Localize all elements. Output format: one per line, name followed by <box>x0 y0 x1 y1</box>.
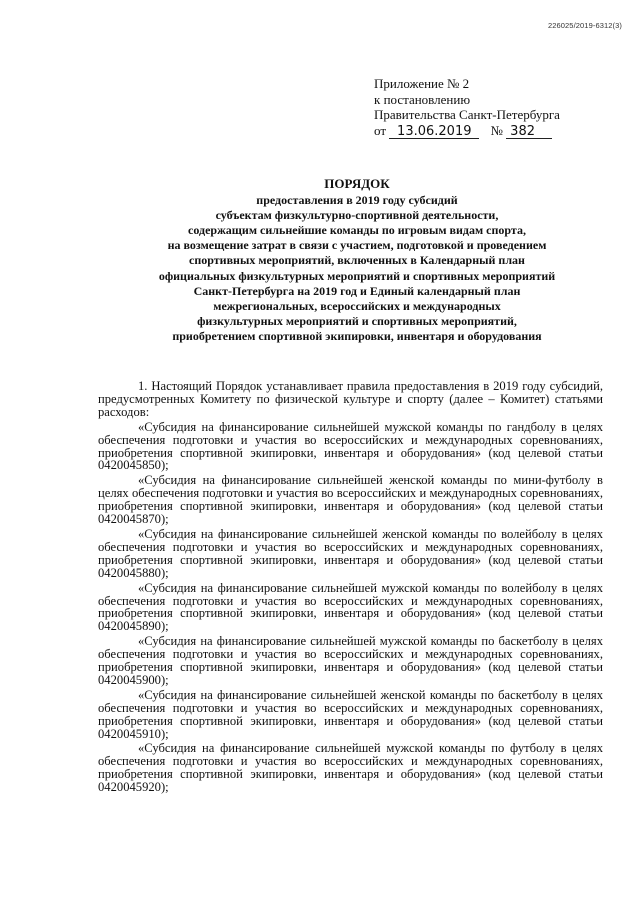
title-line: приобретением спортивной экипировки, инвентаря и оборудования <box>172 328 542 343</box>
number-prefix: № <box>490 122 503 138</box>
title-line: межрегиональных, всероссийских и международных <box>213 298 501 313</box>
subsidy-item: «Субсидия на финансирование сильнейшей женской команды по мини-футболу в целях обеспечения подготовки и участия во всероссийских и международных соревнованиях, приобретения спортивной экипировки, инвентаря и оборудования» (код целевой статьи 0420045870); <box>98 473 603 527</box>
date-prefix: от <box>374 122 387 138</box>
subsidy-item: «Субсидия на финансирование сильнейшей мужской команды по баскетболу в целях обеспечения подготовки и участия во всероссийских и международных соревнованиях, приобретения спортивной экипировки, инвентаря и оборудования» (код целевой статьи 0420045900); <box>98 634 603 687</box>
appendix-line-3: Правительства Санкт-Петербурга <box>374 107 560 122</box>
document-title <box>112 176 602 344</box>
appendix-line-1: Приложение № 2 <box>374 76 470 91</box>
title-line: официальных физкультурных мероприятий и спортивных мероприятий <box>158 268 556 283</box>
title-line: на возмещение затрат в связи с участием, подготовкой и проведением <box>167 238 547 253</box>
title-line: предоставления в 2019 году субсидий <box>256 193 458 208</box>
decree-date: 13.06.2019 <box>389 125 479 139</box>
subsidy-item: «Субсидия на финансирование сильнейшей мужской команды по гандболу в целях обеспечения подготовки и участия во всероссийских и международных соревнованиях, приобретения спортивной экипировки, инвентаря и оборудования» (код целевой статьи 0420045850); <box>98 419 603 473</box>
title-main: ПОРЯДОК <box>324 176 390 191</box>
title-line: спортивных мероприятий, включенных в Календарный план <box>189 253 525 268</box>
title-line: физкультурных мероприятий и спортивных мероприятий, <box>197 313 517 328</box>
appendix-line-2: к постановлению <box>374 91 471 107</box>
document-body <box>98 380 603 794</box>
document-id: 226025/2019-6312(3) <box>547 21 622 30</box>
title-line: Санкт-Петербурга на 2019 год и Единый календарный план <box>193 283 521 298</box>
subsidy-item: «Субсидия на финансирование сильнейшей женской команды по волейболу в целях обеспечения подготовки и участия во всероссийских и международных соревнованиях, приобретения спортивной экипировки, инвентаря и оборудования» (код целевой статьи 0420045880); <box>98 526 603 580</box>
appendix-date-line <box>374 123 560 139</box>
subsidy-item: «Субсидия на финансирование сильнейшей мужской команды по волейболу в целях обеспечения подготовки и участия во всероссийских и международных соревнованиях, приобретения спортивной экипировки, инвентаря и оборудования» (код целевой статьи 0420045890); <box>98 580 603 634</box>
subsidy-item: «Субсидия на финансирование сильнейшей мужской команды по футболу в целях обеспечения подготовки и участия во всероссийских и международных соревнованиях, приобретения спортивной экипировки, инвентаря и оборудования» (код целевой статьи 0420045920); <box>98 741 603 795</box>
appendix-block <box>374 76 560 139</box>
decree-number: 382 <box>506 125 552 139</box>
title-line: субъектам физкультурно-спортивной деятельности, <box>215 208 499 223</box>
subsidy-item: «Субсидия на финансирование сильнейшей женской команды по баскетболу в целях обеспечения подготовки и участия во всероссийских и международных соревнованиях, приобретения спортивной экипировки, инвентаря и оборудования» (код целевой статьи 0420045910); <box>98 687 603 741</box>
title-line: содержащим сильнейшие команды по игровым видам спорта, <box>188 223 526 238</box>
intro-paragraph: 1. Настоящий Порядок устанавливает правила предоставления в 2019 году субсидий, предусмотренных Комитету по физической культуре и спорту (далее – Комитет) статьями расходов: <box>98 379 603 419</box>
